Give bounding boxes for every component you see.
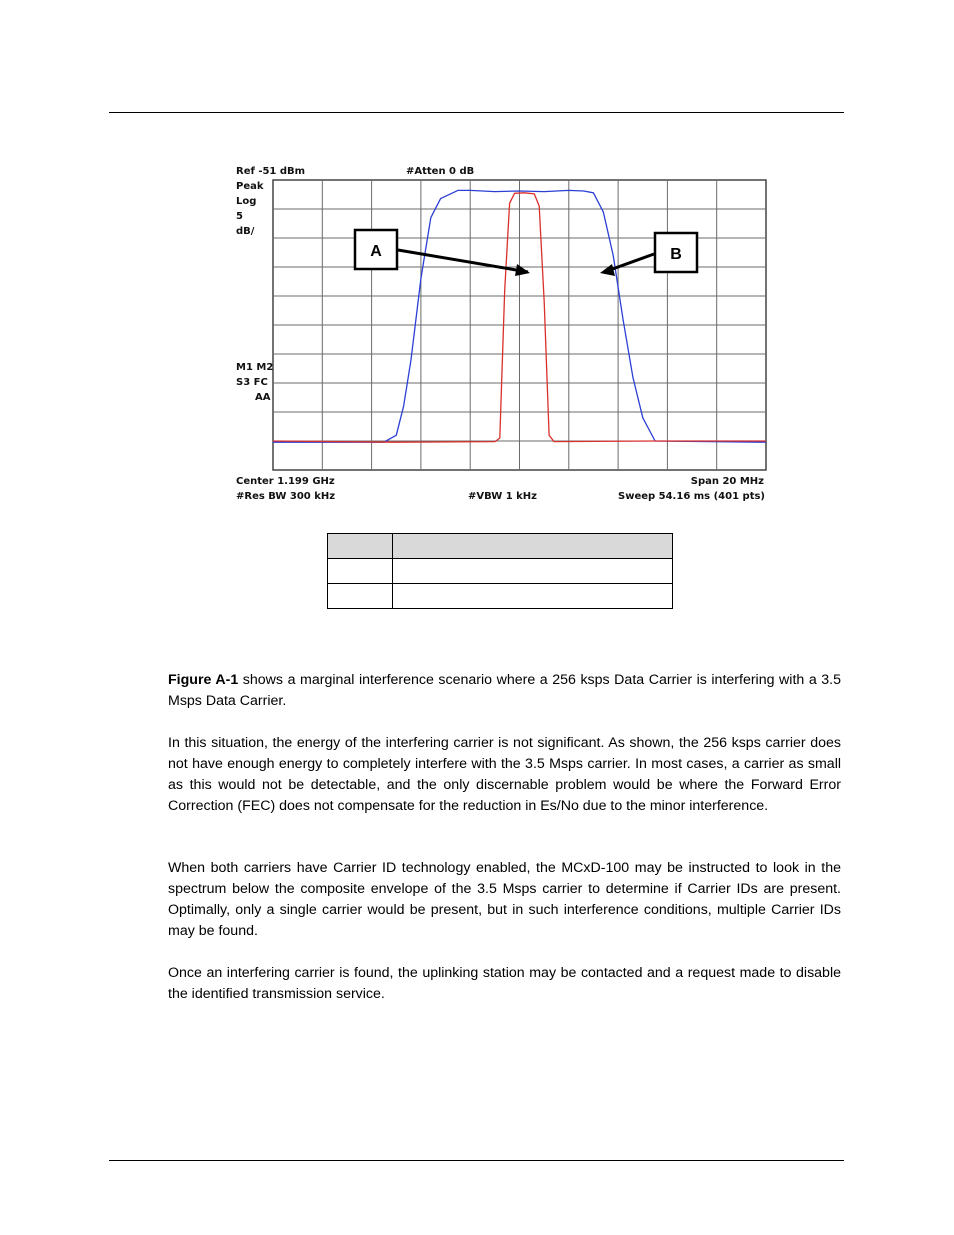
callout-a-label: A [370, 243, 382, 260]
sweep-time-label: Sweep 54.16 ms (401 pts) [618, 491, 765, 502]
table-cell [328, 534, 393, 559]
table-cell [328, 584, 393, 609]
spectrum-plot [232, 163, 768, 508]
table-cell [328, 559, 393, 584]
detector-label: Peak [236, 181, 264, 192]
paragraph-4: Once an interfering carrier is found, the uplinking station may be contacted and a request made to disable the identified transmission service. [168, 965, 841, 1002]
paragraph-1 [168, 670, 841, 712]
table-row [328, 559, 673, 584]
scale-unit-label: dB/ [236, 226, 255, 237]
scale-value-label: 5 [236, 211, 243, 222]
table-cell [393, 534, 673, 559]
table-cell [393, 559, 673, 584]
spectrum-analyzer-figure [232, 163, 768, 508]
figure-legend-table [327, 533, 673, 609]
scale-type-label: Log [236, 196, 257, 207]
marker-status-label: M1 M2 [236, 362, 274, 373]
paragraph-1-text: shows a marginal interference scenario where a 256 ksps Data Carrier is interfering with a 3.5 Msps Data Carrier. [168, 672, 841, 709]
res-bw-label: #Res BW 300 kHz [236, 491, 336, 502]
attenuation-label: #Atten 0 dB [406, 166, 475, 177]
footer-rule [109, 1160, 844, 1161]
vbw-label: #VBW 1 kHz [468, 491, 537, 502]
figure-reference: Figure A-1 [168, 672, 239, 688]
average-status-label: AA [255, 392, 271, 403]
ref-level-label: Ref -51 dBm [236, 166, 306, 177]
table-cell [393, 584, 673, 609]
sweep-status-label: S3 FC [236, 377, 268, 388]
center-frequency-label: Center 1.199 GHz [236, 476, 335, 487]
callout-b-label: B [670, 246, 682, 263]
header-rule [109, 112, 844, 113]
table-header-row [328, 534, 673, 559]
paragraph-2: In this situation, the energy of the interfering carrier is not significant. As shown, the 256 ksps carrier does not have enough energy to completely interfere with the 3.5 Msps carrier. In most cases, a carrier as small as this would not be detectable, and the only discernable problem would be where the Forward Error Correction (FEC) does not compensate for the reduction in Es/No due to the minor interference. [168, 735, 841, 814]
span-label: Span 20 MHz [690, 476, 764, 487]
table-row [328, 584, 673, 609]
paragraph-3: When both carriers have Carrier ID technology enabled, the MCxD-100 may be instructed to look in the spectrum below the composite envelope of the 3.5 Msps carrier to determine if Carrier IDs are present. Optimally, only a single carrier would be present, but in such interference conditions, multiple Carrier IDs may be found. [168, 860, 841, 939]
plot-grid [273, 180, 766, 470]
